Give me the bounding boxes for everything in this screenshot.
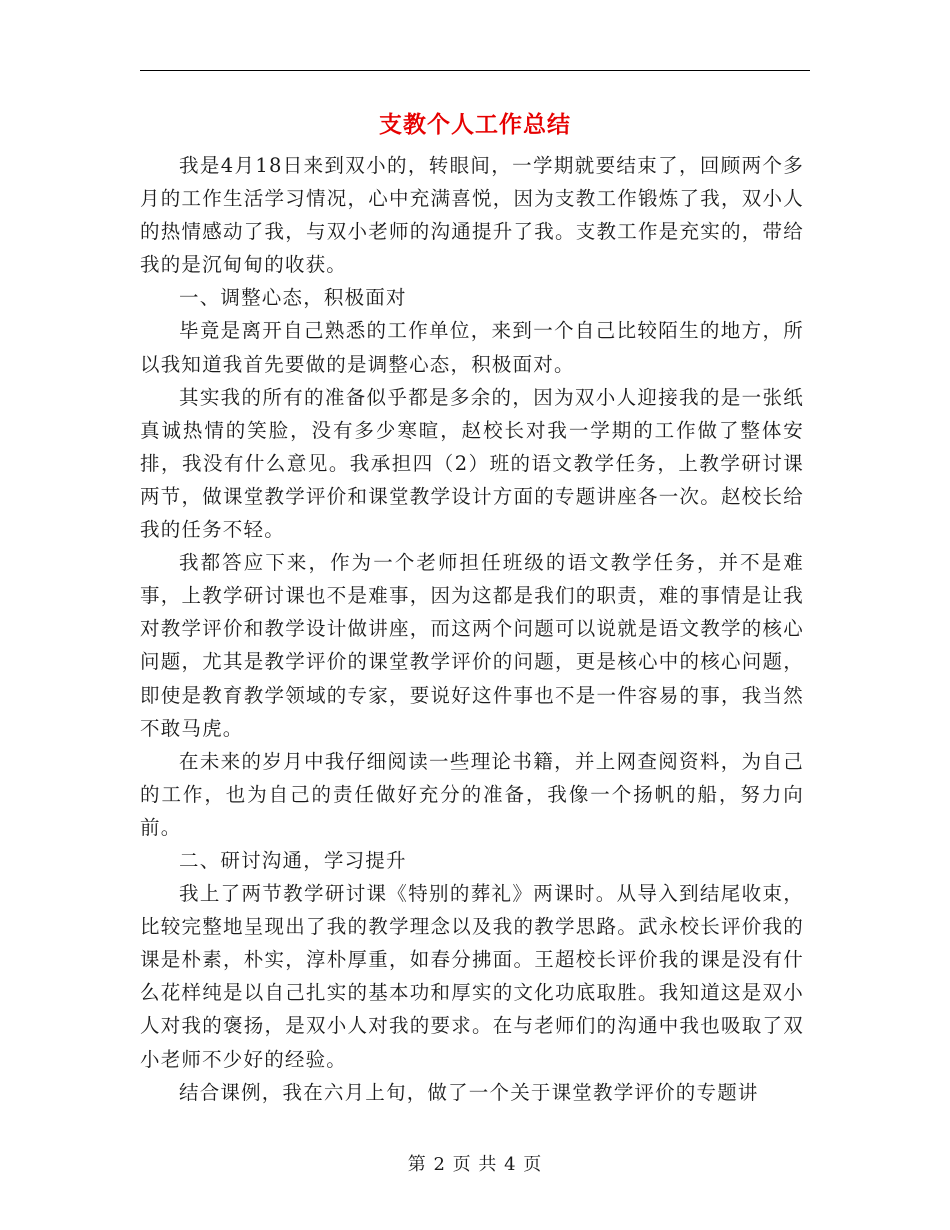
page-number-footer: 第 2 页 共 4 页 <box>407 1154 543 1175</box>
paragraph: 其实我的所有的准备似乎都是多余的，因为双小人迎接我的是一张纸真诚热情的笑脸，没有多少寒暄，赵校长对我一学期的工作做了整体安排，我没有什么意见。我承担四（2）班的语文教学任务，上教学研讨课两节，做课堂教学评价和课堂教学设计方面的专题讲座各一次。赵校长给我的任务不轻。 <box>140 385 804 542</box>
document-body <box>140 149 804 1109</box>
section-heading-1: 一、调整心态，积极面对 <box>179 286 407 310</box>
paragraph: 在未来的岁月中我仔细阅读一些理论书籍，并上网查阅资料，为自己的工作，也为自己的责任做好充分的准备，我像一个扬帆的船，努力向前。 <box>140 749 804 839</box>
paragraph: 毕竟是离开自己熟悉的工作单位，来到一个自己比较陌生的地方，所以我知道我首先要做的是调整心态，积极面对。 <box>140 319 804 376</box>
document-title: 支教个人工作总结 <box>379 111 571 138</box>
header-rule <box>140 70 810 71</box>
paragraph: 我上了两节教学研讨课《特别的葬礼》两课时。从导入到结尾收束，比较完整地呈现出了我的教学理念以及我的教学思路。武永校长评价我的课是朴素，朴实，淳朴厚重，如春分拂面。王超校长评价我的课是没有什么花样纯是以自己扎实的基本功和厚实的文化功底取胜。我知道这是双小人对我的褒扬，是双小人对我的要求。在与老师们的沟通中我也吸取了双小老师不少好的经验。 <box>140 882 804 1071</box>
paragraph-intro: 我是4月18日来到双小的，转眼间，一学期就要结束了，回顾两个多月的工作生活学习情况，心中充满喜悦，因为支教工作锻炼了我，双小人的热情感动了我，与双小老师的沟通提升了我。支教工作是充实的，带给我的是沉甸甸的收获。 <box>140 154 804 277</box>
paragraph: 我都答应下来，作为一个老师担任班级的语文教学任务，并不是难事，上教学研讨课也不是难事，因为这都是我们的职责，难的事情是让我对教学评价和教学设计做讲座，而这两个问题可以说就是语文教学的核心问题，尤其是教学评价的课堂教学评价的问题，更是核心中的核心问题，即使是教育教学领域的专家，要说好这件事也不是一件容易的事，我当然不敢马虎。 <box>140 551 804 740</box>
paragraph: 结合课例，我在六月上旬，做了一个关于课堂教学评价的专题讲 <box>179 1080 759 1104</box>
section-heading-2: 二、研讨沟通，学习提升 <box>179 848 407 872</box>
